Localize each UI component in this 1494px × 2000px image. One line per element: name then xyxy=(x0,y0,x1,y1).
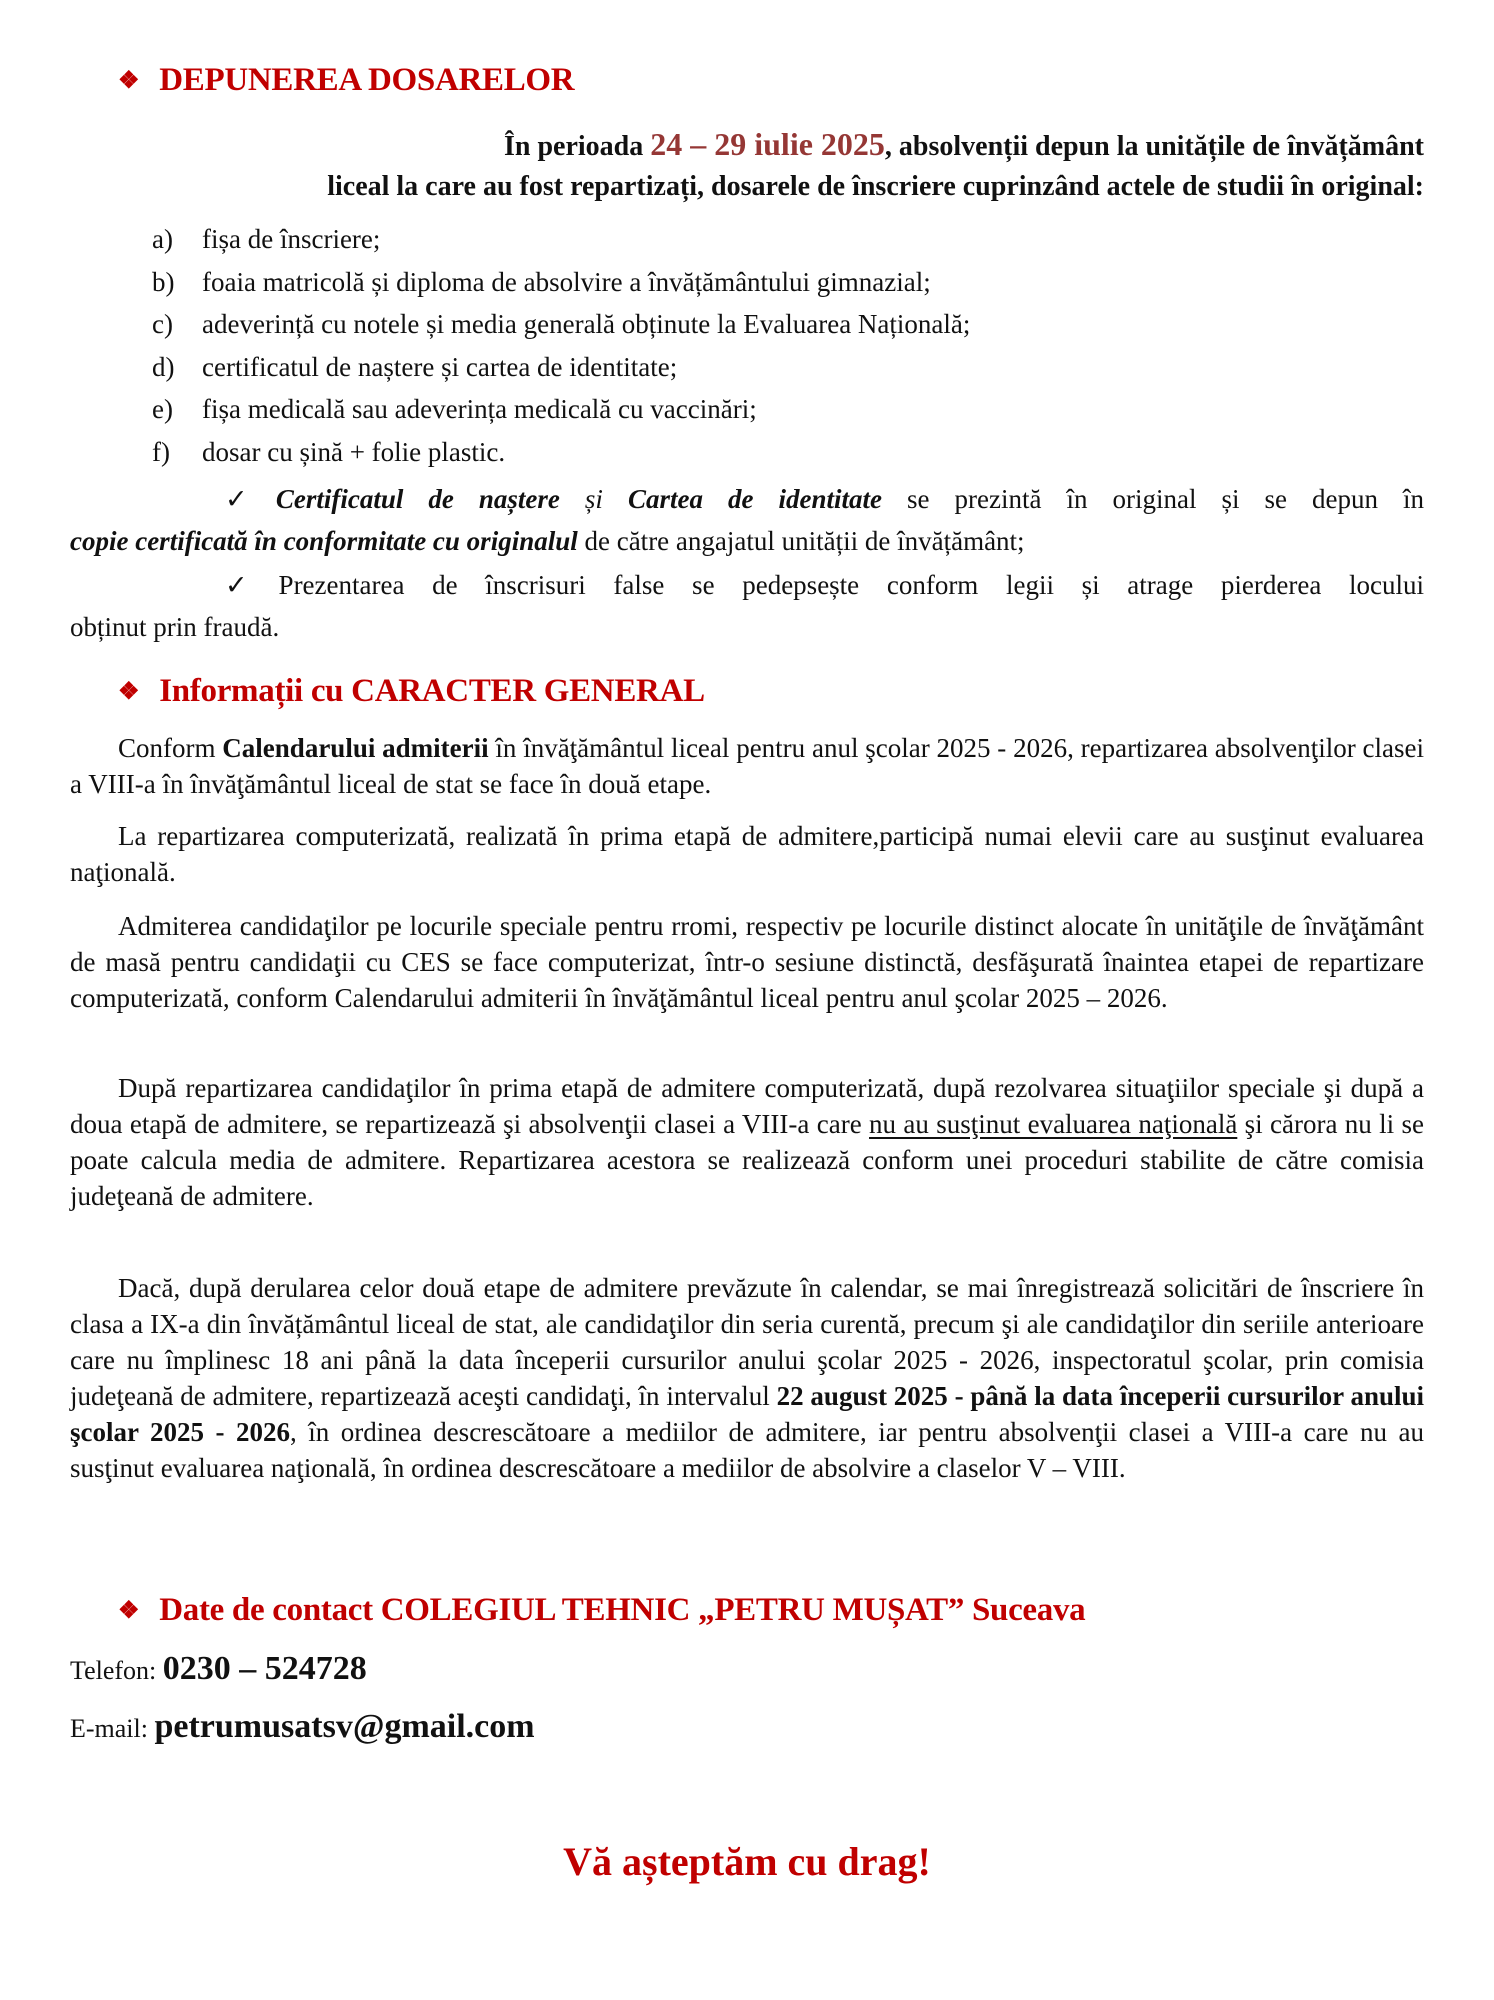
email-address[interactable]: petrumusatsv@gmail.com xyxy=(154,1708,535,1745)
note-certificates: ✓ Certificatul de naștere și Cartea de identitate se prezintă în original și se depun în copie certificată în conformitate cu originalul de către angajatul unității de învățământ; xyxy=(70,484,1424,556)
paragraph-computerized: La repartizarea computerizată, realizată în prima etapă de admitere,participă numai elevii care au susţinut evaluarea naţională. xyxy=(70,821,1424,887)
list-item: f) dosar cu șină + folie plastic. xyxy=(152,436,506,467)
intro-line-1: În perioada 24 – 29 iulie 2025, absolvenții depun la unitățile de învățământ xyxy=(503,126,1424,162)
list-item: c) adeverință cu notele și media generală obținute la Evaluarea Națională; xyxy=(152,309,971,339)
note-false-documents: ✓ Prezentarea de înscrisuri false se pedepsește conform legii și atrage pierderea locului obținut prin fraudă. xyxy=(70,570,1424,642)
diamond-bullet-icon: ❖ xyxy=(118,679,140,705)
diamond-bullet-icon: ❖ xyxy=(118,68,140,94)
paragraph-calendar: Conform Calendarului admiterii în învăţământul liceal pentru anul şcolar 2025 - 2026, repartizarea absolvenţilor clasei a VIII-a în învăţământul liceal de stat se face în două etape. xyxy=(70,733,1425,799)
contact-phone: Telefon: 0230 – 524728 xyxy=(70,1650,367,1687)
checkmark-icon: ✓ xyxy=(225,570,269,600)
heading-text: Date de contact COLEGIUL TEHNIC „PETRU MUȘAT” Suceava xyxy=(159,1592,1086,1628)
closing-message: Vă așteptăm cu drag! xyxy=(563,1839,931,1884)
paragraph-special-places: Admiterea candidaţilor pe locurile speciale pentru rromi, respectiv pe locurile distinct alocate în unităţile de învăţământ de masă pentru candidaţii cu CES se face computerizat, într-o sesiune distinctă, desfăşurată înaintea etapei de repartizare computerizată, conform Calendarului admiterii în învăţământul liceal pentru anul şcolar 2025 – 2026. xyxy=(70,911,1424,1013)
diamond-bullet-icon: ❖ xyxy=(118,1598,140,1624)
heading-text: Informații cu CARACTER GENERAL xyxy=(159,673,705,709)
section-heading-contact xyxy=(118,1592,1085,1629)
list-item: b) foaia matricolă și diploma de absolvire a învățământului gimnazial; xyxy=(152,266,931,297)
paragraph-late-requests: Dacă, după derularea celor două etape de admitere prevăzute în calendar, se mai înregistrează solicitări de înscriere în clasa a IX-a din învățământul liceal de stat, ale candidaţilor din seria curentă, precum şi ale candidaţilor din seriile anterioare care nu împlinesc 18 ani până la data începerii cursurilor anului şcolar 2025 - 2026, inspectoratul şcolar, prin comisia judeţeană de admitere, repartizează aceşti candidaţi, în intervalul 22 august 2025 - până la data începerii cursurilor anului şcolar 2025 - 2026, în ordinea descrescătoare a mediilor de admitere, iar pentru absolvenţii clasei a VIII-a care nu au susţinut evaluarea naţională, în ordinea descrescătoare a mediilor de absolvire a claselor V – VIII. xyxy=(70,1273,1424,1483)
intro-paragraph xyxy=(70,124,1424,207)
list-item: e) fișa medicală sau adeverința medicală cu vaccinări; xyxy=(152,394,757,424)
paragraph-no-evaluation: După repartizarea candidaţilor în prima etapă de admitere computerizată, după rezolvarea situaţiilor speciale şi după a doua etapă de admitere, se repartizează şi absolvenţii clasei a VIII-a care nu au susţinut evaluarea naţională şi cărora nu li se poate calcula media de admitere. Repartizarea acestora se realizează conform unei proceduri stabilite de către comisia judeţeană de admitere. xyxy=(70,1073,1425,1211)
intro-line-2: liceal la care au fost repartizați, dosarele de înscriere cuprinzând actele de studii în original: xyxy=(327,171,1424,202)
list-item: d) certificatul de naștere și cartea de identitate; xyxy=(152,351,678,382)
checkmark-icon: ✓ xyxy=(225,484,266,514)
contact-email: E-mail: petrumusatsv@gmail.com xyxy=(70,1708,535,1745)
phone-number[interactable]: 0230 – 524728 xyxy=(162,1650,367,1687)
heading-text: DEPUNEREA DOSARELOR xyxy=(159,62,575,98)
section-heading-general xyxy=(118,673,705,710)
list-item: a) fișa de înscriere; xyxy=(152,224,381,254)
section-heading-depunere xyxy=(118,62,574,99)
date-range: 24 – 29 iulie 2025 xyxy=(650,126,885,162)
documents-list xyxy=(152,218,970,473)
